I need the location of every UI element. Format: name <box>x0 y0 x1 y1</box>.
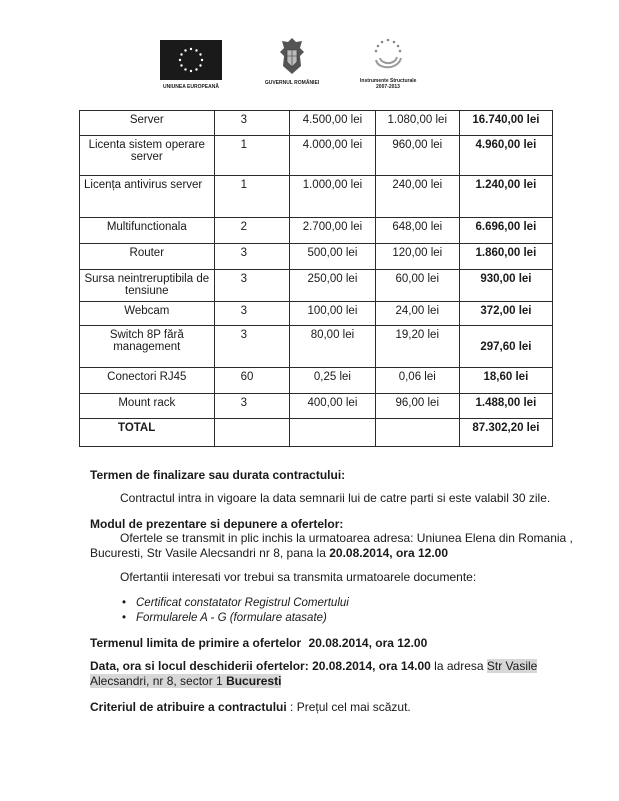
deadline-label: Termenul limita de primire a ofertelor <box>90 636 302 650</box>
item-tva: 1.080,00 lei <box>375 111 459 136</box>
criteria-label: Criteriul de atribuire a contractului <box>90 700 287 714</box>
opening-value: 20.08.2014, ora 14.00 <box>312 659 431 673</box>
term-heading: Termen de finalizare sau durata contractului: <box>90 468 346 482</box>
item-tva: 96,00 lei <box>375 394 459 419</box>
items-table <box>79 110 553 447</box>
bullet-icon: • <box>122 612 127 624</box>
item-tva: 19,20 lei <box>375 326 459 368</box>
item-tva: 648,00 lei <box>375 218 459 244</box>
item-total: 1.860,00 lei <box>459 244 552 270</box>
opening-line2 <box>90 674 560 688</box>
empty-cell <box>375 419 459 447</box>
table-row <box>80 218 553 244</box>
item-qty: 2 <box>214 218 290 244</box>
item-qty: 3 <box>214 394 290 419</box>
opening-city: Bucuresti <box>226 674 282 688</box>
item-qty: 3 <box>214 326 290 368</box>
structural-instruments-logo <box>360 36 416 90</box>
opening-label: Data, ora si locul deschiderii ofertelor: <box>90 659 309 673</box>
mode-line2-text: Bucuresti, Str Vasile Alecsandri nr 8, pana la <box>90 546 330 560</box>
item-total: 16.740,00 lei <box>459 111 552 136</box>
item-name: Licenta sistem operare server <box>80 136 215 176</box>
item-unit-price: 100,00 lei <box>290 302 376 326</box>
table-row <box>80 302 553 326</box>
table-row <box>80 244 553 270</box>
table-total-row <box>80 419 553 447</box>
item-unit-price: 250,00 lei <box>290 270 376 302</box>
item-qty: 60 <box>214 368 290 394</box>
table-row <box>80 394 553 419</box>
opening-mid: la adresa <box>430 659 487 673</box>
item-name: Multifunctionala <box>80 218 215 244</box>
coat-of-arms-icon <box>278 36 306 76</box>
item-tva: 24,00 lei <box>375 302 459 326</box>
item-tva: 240,00 lei <box>375 176 459 218</box>
mode-line2-deadline: 20.08.2014, ora 12.00 <box>329 546 448 560</box>
deadline-line <box>90 636 560 650</box>
eu-caption: UNIUNEA EUROPEANĂ <box>163 84 219 90</box>
mode-line1: Ofertele se transmit in plic inchis la urmatoarea adresa: Uniunea Elena din Romania , <box>120 531 573 545</box>
empty-cell <box>290 419 376 447</box>
table-row <box>80 326 553 368</box>
item-total: 297,60 lei <box>459 326 552 368</box>
item-unit-price: 400,00 lei <box>290 394 376 419</box>
opening-line1 <box>90 659 560 673</box>
criteria-line <box>90 700 560 714</box>
item-unit-price: 1.000,00 lei <box>290 176 376 218</box>
item-name: Router <box>80 244 215 270</box>
bullet-icon: • <box>122 597 127 609</box>
item-qty: 1 <box>214 176 290 218</box>
item-unit-price: 80,00 lei <box>290 326 376 368</box>
item-total: 18,60 lei <box>459 368 552 394</box>
total-label: TOTAL <box>80 419 215 447</box>
table-row <box>80 270 553 302</box>
table-row <box>80 368 553 394</box>
table-row <box>80 136 553 176</box>
item-tva: 60,00 lei <box>375 270 459 302</box>
empty-cell <box>214 419 290 447</box>
docs-intro: Ofertantii interesati vor trebui sa transmita urmatoarele documente: <box>120 570 477 584</box>
item-unit-price: 4.000,00 lei <box>290 136 376 176</box>
opening-address-part1: Str Vasile <box>486 659 538 673</box>
romanian-government-logo <box>262 36 322 86</box>
item-unit-price: 0,25 lei <box>290 368 376 394</box>
item-total: 930,00 lei <box>459 270 552 302</box>
header-logos <box>0 36 619 106</box>
item-name: Licența antivirus server <box>80 176 215 218</box>
swirl-icon <box>368 36 408 74</box>
mode-heading: Modul de prezentare si depunere a ofertelor: <box>90 517 344 531</box>
item-qty: 3 <box>214 111 290 136</box>
item-name: Conectori RJ45 <box>80 368 215 394</box>
table-row <box>80 176 553 218</box>
list-item-text: Formularele A - G (formulare atasate) <box>136 612 327 624</box>
item-qty: 3 <box>214 270 290 302</box>
item-total: 372,00 lei <box>459 302 552 326</box>
item-unit-price: 4.500,00 lei <box>290 111 376 136</box>
item-tva: 960,00 lei <box>375 136 459 176</box>
item-total: 4.960,00 lei <box>459 136 552 176</box>
item-tva: 0,06 lei <box>375 368 459 394</box>
item-unit-price: 500,00 lei <box>290 244 376 270</box>
inst-caption-line1: Instrumente Structurale <box>360 78 417 84</box>
eu-flag-icon <box>160 40 222 80</box>
item-total: 1.488,00 lei <box>459 394 552 419</box>
list-item <box>122 597 349 609</box>
inst-caption-line2: 2007-2013 <box>376 84 400 90</box>
term-text: Contractul intra in vigoare la data semnarii lui de catre parti si este valabil 30 zile. <box>120 491 551 505</box>
deadline-value: 20.08.2014, ora 12.00 <box>308 636 428 650</box>
eu-logo <box>160 40 222 90</box>
item-qty: 3 <box>214 302 290 326</box>
item-name: Mount rack <box>80 394 215 419</box>
mode-line2 <box>90 546 560 560</box>
table-row <box>80 111 553 136</box>
criteria-value: : Prețul cel mai scăzut. <box>286 700 411 714</box>
item-qty: 1 <box>214 136 290 176</box>
list-item-text: Certificat constatator Registrul Comertului <box>136 597 349 609</box>
item-total: 6.696,00 lei <box>459 218 552 244</box>
gov-caption: GUVERNUL ROMÂNIEI <box>264 80 320 86</box>
item-name: Switch 8P fără management <box>80 326 215 368</box>
item-unit-price: 2.700,00 lei <box>290 218 376 244</box>
total-value: 87.302,20 lei <box>459 419 552 447</box>
item-total: 1.240,00 lei <box>459 176 552 218</box>
item-name: Webcam <box>80 302 215 326</box>
opening-address-part2: Alecsandri, nr 8, sector 1 <box>90 674 227 688</box>
item-qty: 3 <box>214 244 290 270</box>
item-name: Server <box>80 111 215 136</box>
item-name: Sursa neintreruptibila de tensiune <box>80 270 215 302</box>
item-tva: 120,00 lei <box>375 244 459 270</box>
list-item <box>122 612 327 624</box>
